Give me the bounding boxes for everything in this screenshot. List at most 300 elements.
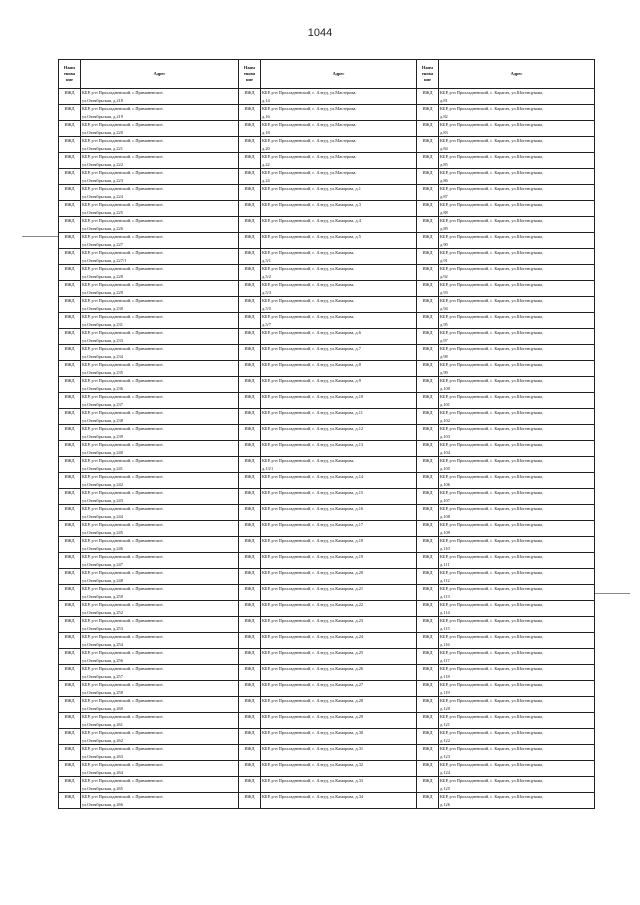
- table-row: [59, 793, 595, 809]
- address-line-1: КБР, р-н Прохладненский, с.Приманенское,: [82, 378, 164, 383]
- address-line-1: КБР, р-н Прохладненский, с. Алтуд, ул.Камарова, д.3: [262, 202, 361, 207]
- address-line-1: КБР, р-н Прохладненский, с. Карагач, ул.Шогенцукова,: [440, 394, 544, 399]
- address-line-2: д.5/7: [262, 321, 271, 327]
- address-line-2: д.16: [262, 113, 270, 119]
- address-line-2: ул.Октябрьская, д.218: [82, 97, 123, 103]
- address-line-2: ул.Октябрьская, д.245: [82, 529, 123, 535]
- address-line-1: КБР, р-н Прохладненский, с.Приманенское,: [82, 666, 164, 671]
- building-type-cell: ИЖД: [417, 313, 439, 329]
- address-line-1: КБР, р-н Прохладненский, с.Приманенское,: [82, 170, 164, 175]
- address-line-2: ул.Октябрьская, д.227/1: [82, 257, 127, 263]
- address-line-2: д.89: [440, 225, 448, 231]
- building-type-cell: ИЖД: [417, 89, 439, 105]
- address-cell: [81, 441, 239, 457]
- address-line-2: д.101: [440, 401, 450, 407]
- address-cell: [439, 233, 595, 249]
- address-line-1: КБР, р-н Прохладненский, с. Карагач, ул.Шогенцукова,: [440, 474, 544, 479]
- address-line-2: д.108: [440, 513, 450, 519]
- address-line-2: ул.Октябрьская, д.221: [82, 145, 123, 151]
- address-line-1: КБР, р-н Прохладненский, с. Алтуд, ул.Камарова,: [262, 314, 355, 319]
- address-line-2: д.120: [440, 705, 450, 711]
- building-type-cell: ИЖД: [239, 217, 261, 233]
- table-row: [59, 201, 595, 217]
- building-type-cell: ИЖД: [239, 569, 261, 585]
- building-type-cell: ИЖД: [59, 361, 81, 377]
- address-cell: [439, 281, 595, 297]
- building-type-cell: ИЖД: [239, 265, 261, 281]
- building-type-cell: ИЖД: [417, 297, 439, 313]
- address-cell: [439, 201, 595, 217]
- address-cell: [261, 281, 417, 297]
- address-line-2: д.91: [440, 257, 448, 263]
- address-line-1: КБР, р-н Прохладненский, с. Карагач, ул.Шогенцукова,: [440, 506, 544, 511]
- address-cell: [439, 265, 595, 281]
- address-cell: [261, 745, 417, 761]
- building-type-cell: ИЖД: [417, 217, 439, 233]
- building-type-cell: ИЖД: [417, 137, 439, 153]
- table-row: [59, 537, 595, 553]
- address-line-1: КБР, р-н Прохладненский, с. Карагач, ул.Шогенцукова,: [440, 490, 544, 495]
- address-line-1: КБР, р-н Прохладненский, с. Карагач, ул.Шогенцукова,: [440, 298, 544, 303]
- address-cell: [439, 377, 595, 393]
- address-cell: [81, 393, 239, 409]
- building-type-cell: ИЖД: [239, 441, 261, 457]
- address-line-1: КБР, р-н Прохладненский, с.Приманенское,: [82, 634, 164, 639]
- address-cell: [439, 393, 595, 409]
- table-row: [59, 217, 595, 233]
- address-cell: [439, 457, 595, 473]
- address-line-2: ул.Октябрьская, д.266: [82, 801, 123, 807]
- building-type-cell: ИЖД: [417, 505, 439, 521]
- building-type-cell: ИЖД: [239, 153, 261, 169]
- address-cell: [439, 761, 595, 777]
- address-cell: [439, 121, 595, 137]
- address-cell: [261, 729, 417, 745]
- address-line-1: КБР, р-н Прохладненский, с. Алтуд, ул.Камарова, д.21: [262, 586, 364, 591]
- address-line-1: КБР, р-н Прохладненский, с. Карагач, ул.Шогенцукова,: [440, 266, 544, 271]
- building-type-cell: ИЖД: [417, 489, 439, 505]
- table-row: [59, 777, 595, 793]
- table-row: [59, 505, 595, 521]
- building-type-cell: ИЖД: [417, 793, 439, 809]
- building-type-cell: ИЖД: [417, 329, 439, 345]
- address-cell: [439, 217, 595, 233]
- building-type-cell: ИЖД: [417, 777, 439, 793]
- table-row: [59, 345, 595, 361]
- table-row: [59, 281, 595, 297]
- table-row: [59, 585, 595, 601]
- address-line-2: ул.Октябрьская, д.263: [82, 753, 123, 759]
- address-line-2: ул.Октябрьская, д.258: [82, 689, 123, 695]
- address-line-2: ул.Октябрьская, д.226: [82, 225, 123, 231]
- address-line-2: д.113: [440, 593, 450, 599]
- address-line-1: КБР, р-н Прохладненский, с.Приманенское,: [82, 410, 164, 415]
- address-line-1: КБР, р-н Прохладненский, с. Алтуд, ул.Камарова, д.32: [262, 762, 364, 767]
- address-line-2: д.92: [440, 273, 448, 279]
- building-type-cell: ИЖД: [239, 329, 261, 345]
- address-cell: [81, 521, 239, 537]
- address-cell: [261, 105, 417, 121]
- address-line-2: ул.Октябрьская, д.262: [82, 737, 123, 743]
- address-line-1: КБР, р-н Прохладненский, с.Приманенское,: [82, 218, 164, 223]
- address-cell: [439, 105, 595, 121]
- address-line-2: ул.Октябрьская, д.231: [82, 321, 123, 327]
- address-line-1: КБР, р-н Прохладненский, с.Приманенское,: [82, 522, 164, 527]
- building-type-cell: ИЖД: [59, 105, 81, 121]
- address-cell: [439, 569, 595, 585]
- address-cell: [81, 729, 239, 745]
- address-cell: [439, 617, 595, 633]
- address-cell: [439, 441, 595, 457]
- building-type-cell: ИЖД: [239, 201, 261, 217]
- building-type-cell: ИЖД: [239, 777, 261, 793]
- address-cell: [439, 361, 595, 377]
- address-line-1: КБР, р-н Прохладненский, с. Алтуд, ул.Камарова,: [262, 266, 355, 271]
- address-line-1: КБР, р-н Прохладненский, с. Алтуд, ул.Камарова, д.31: [262, 746, 364, 751]
- building-type-cell: ИЖД: [239, 521, 261, 537]
- table-row: [59, 89, 595, 105]
- address-line-2: д.126: [440, 801, 450, 807]
- address-cell: [439, 585, 595, 601]
- address-line-2: ул.Октябрьская, д.227: [82, 241, 123, 247]
- building-type-cell: ИЖД: [59, 185, 81, 201]
- address-line-2: д.90: [440, 241, 448, 247]
- address-line-2: ул.Октябрьская, д.239: [82, 433, 123, 439]
- address-cell: [81, 249, 239, 265]
- address-line-1: КБР, р-н Прохладненский, с. Карагач, ул.Шогенцукова,: [440, 362, 544, 367]
- address-cell: [81, 313, 239, 329]
- address-cell: [81, 233, 239, 249]
- building-type-cell: ИЖД: [59, 441, 81, 457]
- table-row: [59, 601, 595, 617]
- address-cell: [439, 505, 595, 521]
- address-line-2: д.103: [440, 433, 450, 439]
- address-cell: [81, 425, 239, 441]
- address-line-1: КБР, р-н Прохладненский, с. Алтуд, ул.Камарова, д.7: [262, 346, 361, 351]
- table-row: [59, 633, 595, 649]
- address-line-2: ул.Октябрьская, д.234: [82, 353, 123, 359]
- table-row: [59, 249, 595, 265]
- address-cell: [81, 89, 239, 105]
- address-line-1: КБР, р-н Прохладненский, с. Алтуд, ул.Камарова, д.23: [262, 618, 364, 623]
- address-header: Адрес: [439, 60, 595, 89]
- address-line-2: д.100: [440, 385, 450, 391]
- address-line-1: КБР, р-н Прохладненский, с. Алтуд, ул.Камарова,: [262, 282, 355, 287]
- address-line-1: КБР, р-н Прохладненский, с. Карагач, ул.Шогенцукова,: [440, 218, 544, 223]
- address-line-1: КБР, р-н Прохладненский, с. Карагач, ул.Шогенцукова,: [440, 202, 544, 207]
- address-line-1: КБР, р-н Прохладненский, с.Приманенское,: [82, 474, 164, 479]
- address-cell: [261, 201, 417, 217]
- address-cell: [439, 777, 595, 793]
- address-line-2: ул.Октябрьская, д.240: [82, 449, 123, 455]
- address-line-2: ул.Октябрьская, д.264: [82, 769, 123, 775]
- table-row: [59, 697, 595, 713]
- address-cell: [439, 649, 595, 665]
- address-line-2: ул.Октябрьская, д.248: [82, 577, 123, 583]
- address-line-1: КБР, р-н Прохладненский, с. Карагач, ул.Шогенцукова,: [440, 778, 544, 783]
- building-type-cell: ИЖД: [59, 313, 81, 329]
- building-type-cell: ИЖД: [59, 489, 81, 505]
- address-cell: [261, 569, 417, 585]
- address-line-2: ул.Октябрьская, д.223: [82, 177, 123, 183]
- address-line-1: КБР, р-н Прохладненский, с.Приманенское,: [82, 650, 164, 655]
- address-line-1: КБР, р-н Прохладненский, с. Алтуд, ул.Мастерова,: [262, 154, 357, 159]
- address-line-1: КБР, р-н Прохладненский, с. Алтуд, ул.Камарова, д.6: [262, 330, 361, 335]
- table-row: [59, 169, 595, 185]
- address-line-2: ул.Октябрьская, д.257: [82, 673, 123, 679]
- building-type-cell: ИЖД: [59, 233, 81, 249]
- address-line-2: ул.Октябрьская, д.220: [82, 129, 123, 135]
- address-cell: [261, 249, 417, 265]
- type-header: Наим енова ние: [239, 60, 261, 89]
- building-type-cell: ИЖД: [239, 361, 261, 377]
- address-cell: [261, 553, 417, 569]
- address-line-1: КБР, р-н Прохладненский, с. Алтуд, ул.Камарова, д.20: [262, 570, 364, 575]
- building-type-cell: ИЖД: [59, 217, 81, 233]
- address-cell: [81, 505, 239, 521]
- address-line-1: КБР, р-н Прохладненский, с.Приманенское,: [82, 90, 164, 95]
- address-line-2: ул.Октябрьская, д.241: [82, 465, 123, 471]
- address-cell: [81, 569, 239, 585]
- table-body: [59, 89, 595, 809]
- address-line-2: д.117: [440, 657, 450, 663]
- address-line-1: КБР, р-н Прохладненский, с.Приманенское,: [82, 330, 164, 335]
- building-type-cell: ИЖД: [239, 137, 261, 153]
- address-line-2: ул.Октябрьская, д.253: [82, 625, 123, 631]
- address-cell: [439, 137, 595, 153]
- table-row: [59, 457, 595, 473]
- table-row: [59, 329, 595, 345]
- address-line-1: КБР, р-н Прохладненский, с.Приманенское,: [82, 362, 164, 367]
- building-type-cell: ИЖД: [417, 761, 439, 777]
- address-line-1: КБР, р-н Прохладненский, с.Приманенское,: [82, 154, 164, 159]
- building-type-cell: ИЖД: [417, 665, 439, 681]
- address-cell: [81, 377, 239, 393]
- address-cell: [261, 121, 417, 137]
- address-cell: [81, 681, 239, 697]
- table-row: [59, 569, 595, 585]
- address-cell: [439, 537, 595, 553]
- building-type-cell: ИЖД: [59, 633, 81, 649]
- table-row: [59, 553, 595, 569]
- address-line-2: д.13/1: [262, 465, 274, 471]
- page-number: 1044: [307, 27, 333, 39]
- address-line-2: ул.Октябрьская, д.260: [82, 705, 123, 711]
- address-line-2: д.22: [262, 161, 270, 167]
- table-row: [59, 489, 595, 505]
- address-cell: [81, 553, 239, 569]
- building-type-cell: ИЖД: [417, 233, 439, 249]
- address-line-1: КБР, р-н Прохладненский, с. Карагач, ул.Шогенцукова,: [440, 538, 544, 543]
- address-line-1: КБР, р-н Прохладненский, с.Приманенское,: [82, 234, 164, 239]
- address-line-1: КБР, р-н Прохладненский, с. Алтуд, ул.Камарова,: [262, 250, 355, 255]
- address-line-1: КБР, р-н Прохладненский, с. Карагач, ул.Шогенцукова,: [440, 762, 544, 767]
- building-type-cell: ИЖД: [239, 409, 261, 425]
- address-cell: [261, 713, 417, 729]
- address-line-2: д.98: [440, 353, 448, 359]
- address-line-1: КБР, р-н Прохладненский, с. Карагач, ул.Шогенцукова,: [440, 666, 544, 671]
- address-header: Адрес: [81, 60, 239, 89]
- address-cell: [439, 297, 595, 313]
- address-line-1: КБР, р-н Прохладненский, с. Алтуд, ул.Мастерова,: [262, 106, 357, 111]
- address-cell: [81, 697, 239, 713]
- address-line-2: ул.Октябрьская, д.236: [82, 385, 123, 391]
- address-line-1: КБР, р-н Прохладненский, с. Алтуд, ул.Камарова, д.8: [262, 362, 361, 367]
- building-type-cell: ИЖД: [59, 745, 81, 761]
- building-type-cell: ИЖД: [239, 601, 261, 617]
- building-type-cell: ИЖД: [239, 105, 261, 121]
- address-line-2: ул.Октябрьская, д.228: [82, 273, 123, 279]
- scan-edge-mark-right: [594, 593, 630, 594]
- building-type-cell: ИЖД: [59, 153, 81, 169]
- building-type-cell: ИЖД: [417, 553, 439, 569]
- address-line-1: КБР, р-н Прохладненский, с.Приманенское,: [82, 346, 164, 351]
- address-line-1: КБР, р-н Прохладненский, с. Карагач, ул.Шогенцукова,: [440, 250, 544, 255]
- address-line-2: д.95: [440, 321, 448, 327]
- address-line-1: КБР, р-н Прохладненский, с. Алтуд, ул.Камарова, д.27: [262, 682, 364, 687]
- address-line-1: КБР, р-н Прохладненский, с. Алтуд, ул.Камарова, д.30: [262, 730, 364, 735]
- address-cell: [81, 473, 239, 489]
- address-line-1: КБР, р-н Прохладненский, с.Приманенское,: [82, 762, 164, 767]
- address-line-1: КБР, р-н Прохладненский, с. Карагач, ул.Шогенцукова,: [440, 122, 544, 127]
- address-line-1: КБР, р-н Прохладненский, с. Карагач, ул.Шогенцукова,: [440, 170, 544, 175]
- building-type-cell: ИЖД: [417, 585, 439, 601]
- address-line-1: КБР, р-н Прохладненский, с. Алтуд, ул.Камарова, д.34: [262, 794, 364, 799]
- address-line-1: КБР, р-н Прохладненский, с.Приманенское,: [82, 490, 164, 495]
- building-type-cell: ИЖД: [239, 377, 261, 393]
- address-cell: [81, 649, 239, 665]
- building-type-cell: ИЖД: [417, 681, 439, 697]
- address-line-1: КБР, р-н Прохладненский, с.Приманенское,: [82, 618, 164, 623]
- address-line-2: ул.Октябрьская, д.237: [82, 401, 123, 407]
- building-type-cell: ИЖД: [239, 649, 261, 665]
- address-line-1: КБР, р-н Прохладненский, с. Алтуд, ул.Камарова, д.19: [262, 554, 364, 559]
- address-line-1: КБР, р-н Прохладненский, с. Карагач, ул.Шогенцукова,: [440, 522, 544, 527]
- address-line-2: д.97: [440, 337, 448, 343]
- address-line-2: д.5/2: [262, 273, 271, 279]
- address-line-1: КБР, р-н Прохладненский, с.Приманенское,: [82, 426, 164, 431]
- address-line-1: КБР, р-н Прохладненский, с. Алтуд, ул.Мастерова,: [262, 90, 357, 95]
- address-line-1: КБР, р-н Прохладненский, с. Карагач, ул.Шогенцукова,: [440, 682, 544, 687]
- address-line-1: КБР, р-н Прохладненский, с. Карагач, ул.Шогенцукова,: [440, 378, 544, 383]
- address-line-1: КБР, р-н Прохладненский, с.Приманенское,: [82, 394, 164, 399]
- address-line-2: ул.Октябрьская, д.233: [82, 337, 123, 343]
- address-line-2: д.119: [440, 689, 450, 695]
- address-cell: [81, 585, 239, 601]
- building-type-cell: ИЖД: [417, 617, 439, 633]
- building-type-cell: ИЖД: [417, 697, 439, 713]
- building-type-cell: ИЖД: [59, 169, 81, 185]
- address-line-2: д.84: [440, 145, 448, 151]
- address-cell: [261, 585, 417, 601]
- address-cell: [261, 521, 417, 537]
- address-line-1: КБР, р-н Прохладненский, с. Алтуд, ул.Камарова, д.16: [262, 506, 364, 511]
- building-type-cell: ИЖД: [59, 777, 81, 793]
- address-line-1: КБР, р-н Прохладненский, с. Алтуд, ул.Камарова,: [262, 458, 355, 463]
- address-cell: [81, 777, 239, 793]
- building-type-cell: ИЖД: [417, 393, 439, 409]
- building-type-cell: ИЖД: [239, 249, 261, 265]
- address-line-2: д.93: [440, 289, 448, 295]
- address-line-1: КБР, р-н Прохладненский, с. Карагач, ул.Шогенцукова,: [440, 330, 544, 335]
- address-cell: [261, 137, 417, 153]
- address-line-1: КБР, р-н Прохладненский, с.Приманенское,: [82, 314, 164, 319]
- address-cell: [439, 713, 595, 729]
- address-cell: [439, 665, 595, 681]
- table-row: [59, 425, 595, 441]
- table-row: [59, 617, 595, 633]
- address-cell: [439, 313, 595, 329]
- address-line-1: КБР, р-н Прохладненский, с.Приманенское,: [82, 746, 164, 751]
- address-line-2: ул.Октябрьская, д.235: [82, 369, 123, 375]
- address-line-1: КБР, р-н Прохладненский, с.Приманенское,: [82, 570, 164, 575]
- building-type-cell: ИЖД: [417, 409, 439, 425]
- address-line-2: ул.Октябрьская, д.254: [82, 641, 123, 647]
- address-line-2: ул.Октябрьская, д.244: [82, 513, 123, 519]
- building-type-cell: ИЖД: [417, 457, 439, 473]
- address-line-2: д.114: [440, 609, 450, 615]
- table-row: [59, 665, 595, 681]
- address-line-1: КБР, р-н Прохладненский, с. Карагач, ул.Шогенцукова,: [440, 554, 544, 559]
- address-line-1: КБР, р-н Прохладненский, с.Приманенское,: [82, 778, 164, 783]
- address-line-1: КБР, р-н Прохладненский, с.Приманенское,: [82, 794, 164, 799]
- address-cell: [261, 777, 417, 793]
- address-line-1: КБР, р-н Прохладненский, с.Приманенское,: [82, 266, 164, 271]
- address-line-2: д.123: [440, 753, 450, 759]
- address-cell: [261, 441, 417, 457]
- building-type-cell: ИЖД: [59, 793, 81, 809]
- address-line-1: КБР, р-н Прохладненский, с. Карагач, ул.Шогенцукова,: [440, 442, 544, 447]
- address-line-2: д.82: [440, 113, 448, 119]
- address-line-1: КБР, р-н Прохладненский, с. Алтуд, ул.Камарова, д.26: [262, 666, 364, 671]
- address-cell: [261, 473, 417, 489]
- address-cell: [439, 745, 595, 761]
- address-cell: [439, 425, 595, 441]
- address-cell: [81, 281, 239, 297]
- building-type-cell: ИЖД: [417, 377, 439, 393]
- address-line-2: д.86: [440, 177, 448, 183]
- address-line-1: КБР, р-н Прохладненский, с.Приманенское,: [82, 138, 164, 143]
- address-cell: [261, 233, 417, 249]
- table-row: [59, 233, 595, 249]
- table-row: [59, 681, 595, 697]
- address-line-2: д.99: [440, 369, 448, 375]
- address-line-1: КБР, р-н Прохладненский, с. Алтуд, ул.Камарова, д.33: [262, 778, 364, 783]
- address-line-1: КБР, р-н Прохладненский, с. Алтуд, ул.Камарова, д.9: [262, 378, 361, 383]
- address-line-1: КБР, р-н Прохладненский, с. Алтуд, ул.Камарова, д.25: [262, 650, 364, 655]
- address-line-1: КБР, р-н Прохладненский, с. Карагач, ул.Шогенцукова,: [440, 618, 544, 623]
- building-type-cell: ИЖД: [239, 393, 261, 409]
- address-cell: [81, 169, 239, 185]
- table-row: [59, 745, 595, 761]
- address-cell: [81, 137, 239, 153]
- address-cell: [81, 713, 239, 729]
- building-type-cell: ИЖД: [59, 521, 81, 537]
- building-type-cell: ИЖД: [239, 729, 261, 745]
- address-cell: [261, 697, 417, 713]
- type-header: Наим енова ние: [59, 60, 81, 89]
- address-cell: [261, 425, 417, 441]
- address-line-2: д.18: [262, 129, 270, 135]
- address-cell: [261, 649, 417, 665]
- building-type-cell: ИЖД: [239, 345, 261, 361]
- address-line-1: КБР, р-н Прохладненский, с. Карагач, ул.Шогенцукова,: [440, 570, 544, 575]
- building-type-cell: ИЖД: [59, 409, 81, 425]
- building-type-cell: ИЖД: [417, 105, 439, 121]
- building-type-cell: ИЖД: [59, 585, 81, 601]
- address-line-1: КБР, р-н Прохладненский, с. Алтуд, ул.Камарова, д.5: [262, 234, 361, 239]
- address-line-1: КБР, р-н Прохладненский, с. Карагач, ул.Шогенцукова,: [440, 426, 544, 431]
